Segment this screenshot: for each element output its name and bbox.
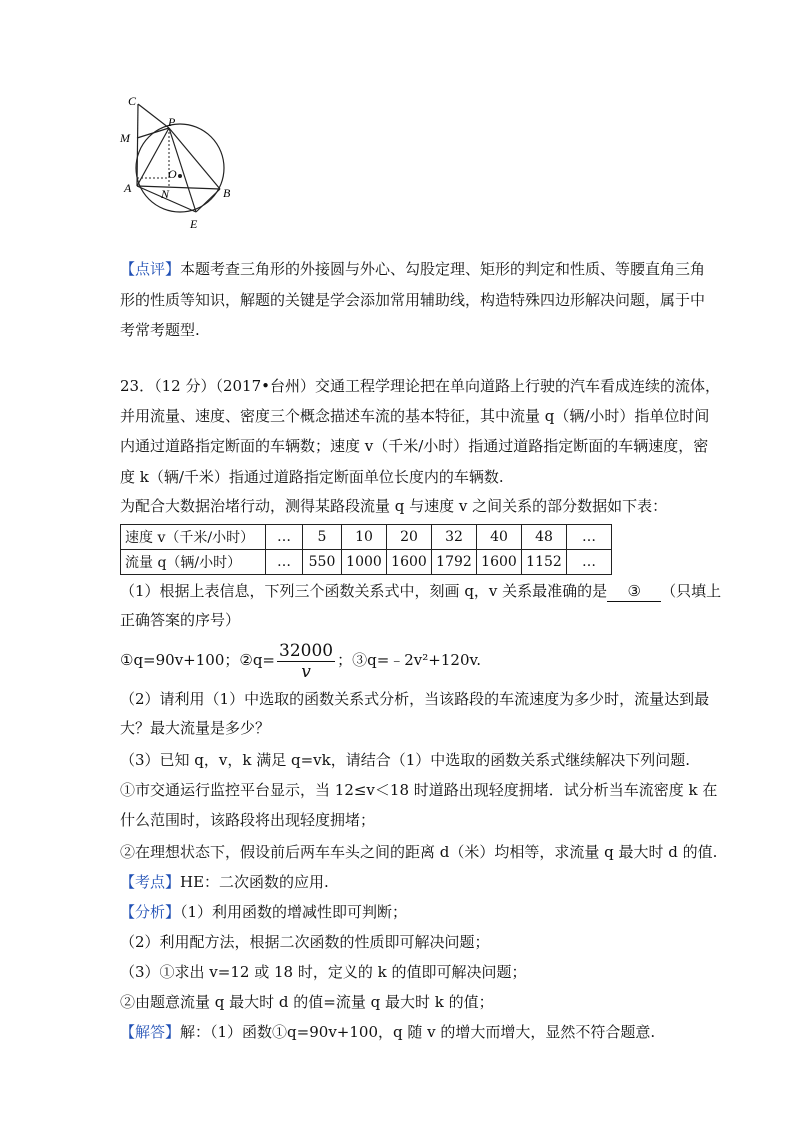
label-m: M bbox=[120, 131, 130, 145]
table-cell: 5 bbox=[303, 525, 342, 550]
fraction-numerator: 32000 bbox=[279, 640, 334, 661]
label-c: C bbox=[128, 94, 137, 108]
q1-options bbox=[120, 638, 481, 682]
q1-text-a: （1）根据上表信息，下列三个函数关系式中，刻画 q，v 关系最准确的是 bbox=[120, 582, 608, 600]
kaodian-tag: 【考点】 bbox=[120, 873, 181, 891]
table-cell: 1000 bbox=[342, 550, 387, 575]
q1-line-2: 正确答案的序号） bbox=[120, 611, 241, 629]
jieda-text: 解：（1）函数①q=90v+100，q 随 v 的增大而增大，显然不符合题意. bbox=[180, 1023, 656, 1041]
segment-cp bbox=[138, 104, 169, 128]
kaodian-line bbox=[120, 872, 329, 892]
table-cell: 1152 bbox=[522, 550, 567, 575]
problem-line-3: 内通过道路指定断面的车辆数；速度 v（千米/小时）指通过道路指定断面的车辆速度，密 bbox=[120, 437, 709, 455]
fenxi-tag: 【分析】 bbox=[120, 903, 181, 921]
table-cell: … bbox=[567, 525, 612, 550]
q3-line-2: ①市交通运行监控平台显示，当 12≤v＜18 时道路出现轻度拥堵．试分析当车流密度 k 在 bbox=[120, 781, 718, 799]
comment-line-3: 考常考题型. bbox=[120, 321, 200, 339]
q1-option-b: ；③q=﹣2v²+120v. bbox=[337, 651, 481, 669]
label-b: B bbox=[223, 186, 231, 200]
table-cell: 流量 q（辆/小时） bbox=[121, 550, 266, 575]
table-cell: 速度 v（千米/小时） bbox=[121, 525, 266, 550]
q1-line-1 bbox=[120, 581, 721, 602]
table-cell: 10 bbox=[342, 525, 387, 550]
table-cell: 1600 bbox=[477, 550, 522, 575]
q3-line-1: （3）已知 q，v，k 满足 q=vk，请结合（1）中选取的函数关系式继续解决下列问题. bbox=[120, 751, 691, 769]
circumcircle bbox=[136, 124, 224, 212]
problem-line-2: 并用流量、速度、密度三个概念描述车流的基本特征，其中流量 q（辆/小时）指单位时间 bbox=[120, 407, 710, 425]
table-cell: 550 bbox=[303, 550, 342, 575]
jieda-line bbox=[120, 1022, 655, 1042]
label-n: N bbox=[161, 187, 170, 201]
label-o: O bbox=[168, 167, 177, 181]
table-cell: 32 bbox=[432, 525, 477, 550]
table-cell: 48 bbox=[522, 525, 567, 550]
table-cell: 20 bbox=[387, 525, 432, 550]
segment-eb bbox=[196, 189, 220, 212]
q2-line-1: （2）请利用（1）中选取的函数关系式分析，当该路段的车流速度为多少时，流量达到最 bbox=[120, 690, 710, 708]
table-cell: 40 bbox=[477, 525, 522, 550]
table-row-flow bbox=[121, 550, 612, 575]
fraction-denominator: v bbox=[301, 661, 311, 682]
label-e: E bbox=[190, 217, 198, 231]
geometry-figure bbox=[112, 90, 242, 235]
segment-ab bbox=[137, 186, 220, 189]
problem-line-5: 为配合大数据治堵行动，测得某路段流量 q 与速度 v 之间关系的部分数据如下表： bbox=[120, 497, 668, 515]
problem-line-4: 度 k（辆/千米）指通过道路指定断面单位长度内的车辆数. bbox=[120, 468, 504, 486]
comment-tag: 【点评】 bbox=[120, 260, 181, 278]
fenxi-text-1: （1）利用函数的增减性即可判断； bbox=[180, 903, 408, 921]
comment-text-1: 本题考查三角形的外接圆与外心、勾股定理、矩形的判定和性质、等腰直角三角 bbox=[180, 260, 706, 278]
comment-line-1 bbox=[120, 259, 705, 279]
q3-line-3: 什么范围时，该路段将出现轻度拥堵； bbox=[120, 811, 376, 829]
fenxi-line-2: （2）利用配方法，根据二次函数的性质即可解决问题； bbox=[120, 933, 490, 951]
comment-line-2: 形的性质等知识，解题的关键是学会添加常用辅助线，构造特殊四边形解决问题，属于中 bbox=[120, 291, 706, 309]
label-a: A bbox=[124, 181, 132, 195]
table-cell: … bbox=[266, 525, 303, 550]
q1-text-b: （只填上 bbox=[661, 582, 722, 600]
q3-line-4: ②在理想状态下，假设前后两车车头之间的距离 d（米）均相等，求流量 q 最大时 d 的值. bbox=[120, 843, 718, 861]
jieda-tag: 【解答】 bbox=[120, 1023, 181, 1041]
kaodian-text: HE：二次函数的应用. bbox=[180, 873, 329, 891]
table-cell: … bbox=[266, 550, 303, 575]
table-cell: 1792 bbox=[432, 550, 477, 575]
data-table bbox=[120, 524, 612, 575]
q1-option-a: ①q=90v+100；②q= bbox=[120, 651, 275, 669]
table-cell: 1600 bbox=[387, 550, 432, 575]
q2-line-2: 大？最大流量是多少？ bbox=[120, 719, 271, 737]
q1-answer-blank: ③ bbox=[607, 581, 661, 602]
fraction bbox=[277, 641, 335, 682]
fenxi-line-3: （3）①求出 v=12 或 18 时，定义的 k 的值即可解决问题； bbox=[120, 963, 527, 981]
table-cell: … bbox=[567, 550, 612, 575]
problem-line-1: 23．（12 分）（2017•台州）交通工程学理论把在单向道路上行驶的汽车看成连续的流体， bbox=[120, 377, 720, 395]
table-row-speed bbox=[121, 525, 612, 550]
label-p: P bbox=[168, 115, 176, 129]
segment-ca bbox=[137, 104, 138, 186]
fenxi-line-1 bbox=[120, 902, 407, 922]
center-point bbox=[178, 174, 182, 178]
fenxi-line-4: ②由题意流量 q 最大时 d 的值=流量 q 最大时 k 的值； bbox=[120, 993, 494, 1011]
